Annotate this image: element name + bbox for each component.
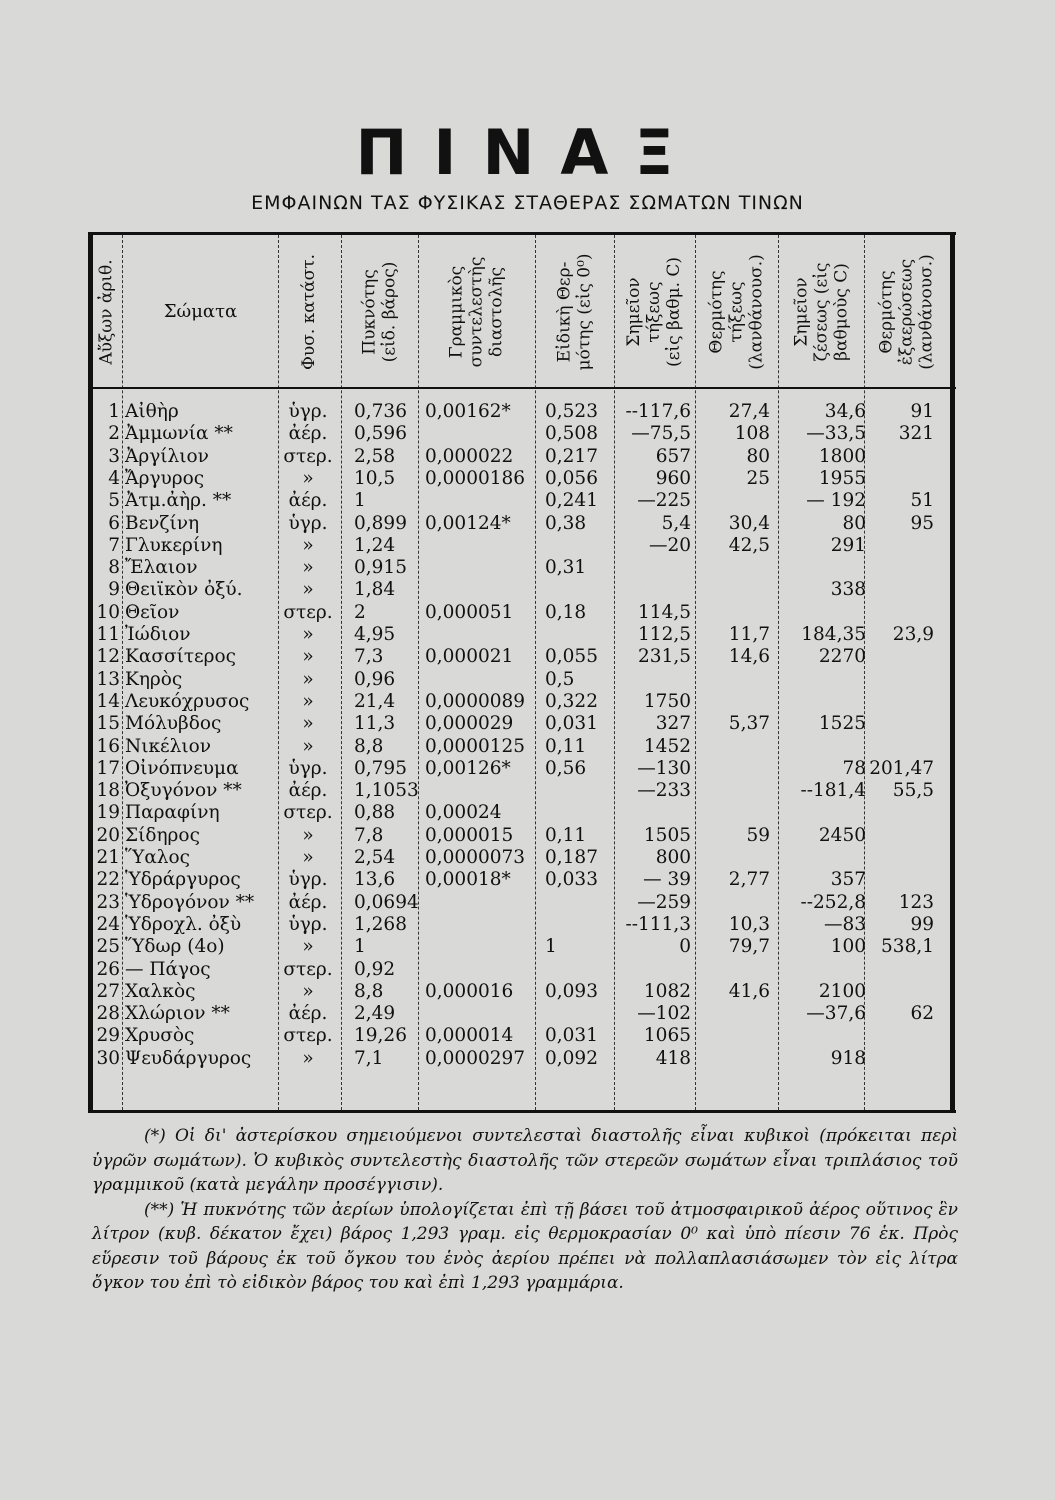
physical-state: »	[302, 467, 314, 489]
header-expansion: Γραμμικὸς συντελεστὴς διαστολῆς	[446, 256, 507, 368]
expansion-coefficient: 0,00124*	[425, 512, 511, 534]
melting-point-value: —75,5	[631, 423, 691, 445]
heat-of-melting-value: 59	[746, 824, 770, 846]
heat-of-melting-value: 11,7	[728, 624, 770, 645]
physical-state: ἀέρ.	[288, 490, 328, 512]
boiling-point-value: 291	[830, 534, 866, 556]
physical-state: στερ.	[283, 445, 333, 467]
table-row	[88, 513, 956, 535]
substance-name: Ἀμμωνία **	[125, 423, 233, 445]
expansion-coefficient: 0,000016	[425, 980, 514, 1002]
footnote-gas-density: (**) Ἡ πυκνότης τῶν ἀερίων ὑπολογίζεται ἐπὶ τῇ βάσει τοῦ ἀτμοσφαιρικοῦ ἀέρος οὕτινος ἓν λίτρον (κυβ. δέκατον ἔχει) βάρος 1,293 γραμ. εἰς θερμοκρασίαν 0⁰ καὶ ὑπὸ πίεσιν 76 ἑκ. Πρὸς εὕρεσιν τοῦ βάρους ἐκ τοῦ ὄγκου του ἑνὸς ἀερίου πρέπει νὰ πολλαπλασιάσωμεν τὸν εἰς λίτρα ὄγκον του ἐπὶ τὸ εἰδικὸν βάρος του καὶ ἐπὶ 1,293 γραμμάρια.	[92, 1199, 958, 1293]
physical-state: »	[302, 735, 314, 757]
table-row	[88, 602, 956, 624]
specific-heat-value: 0,092	[545, 1047, 598, 1069]
boiling-point-value: 2450	[818, 824, 866, 846]
substance-name: — Πάγος	[125, 958, 211, 980]
table-row	[88, 646, 956, 668]
physical-state: στερ.	[283, 802, 333, 824]
physical-state: ὑγρ.	[288, 869, 328, 891]
table-row	[88, 736, 956, 758]
physical-state: ἀέρ.	[288, 1003, 328, 1025]
row-number: 29	[96, 1025, 120, 1047]
row-number: 6	[108, 512, 120, 534]
physical-state: »	[302, 534, 314, 556]
table-row	[88, 624, 956, 646]
specific-heat-value: 0,056	[545, 467, 598, 489]
row-number: 1	[108, 401, 120, 422]
heat-of-vaporization-value: 95	[910, 512, 934, 534]
density-value: 8,8	[354, 735, 384, 757]
heat-of-melting-value: 10,3	[728, 913, 770, 935]
density-value: 0,899	[354, 512, 407, 534]
specific-heat-value: 0,217	[545, 445, 598, 467]
substance-name: Ἰώδιον	[125, 624, 191, 645]
row-number: 15	[96, 713, 120, 735]
substance-name: Θειϊκὸν ὀξύ.	[125, 579, 243, 601]
density-value: 1,84	[354, 579, 396, 601]
specific-heat-value: 0,055	[545, 646, 598, 668]
row-number: 13	[96, 668, 120, 690]
header-density: Πυκνότης (εἰδ. βάρος)	[359, 261, 400, 363]
table-row	[88, 535, 956, 557]
table-row	[88, 669, 956, 691]
density-value: 4,95	[354, 624, 396, 645]
melting-point-value: 114,5	[638, 601, 691, 623]
specific-heat-value: 0,18	[545, 601, 587, 623]
boiling-point-value: —33,5	[806, 423, 866, 445]
row-number: 5	[108, 490, 120, 512]
physical-state: στερ.	[283, 601, 333, 623]
density-value: 0,88	[354, 802, 396, 824]
density-value: 1	[354, 490, 366, 512]
table-row	[88, 1003, 956, 1025]
header-heat-melting: Θερμότης τήξεως (λανθάνουσ.)	[706, 254, 767, 370]
substance-name: Ὀξυγόνον **	[125, 780, 242, 802]
specific-heat-value: 0,031	[545, 713, 598, 735]
specific-heat-value: 0,11	[545, 824, 587, 846]
row-number: 17	[96, 757, 120, 779]
melting-point-value: --111,3	[625, 913, 691, 935]
boiling-point-value: 80	[842, 512, 866, 534]
table-row	[88, 401, 956, 423]
specific-heat-value: 0,508	[545, 423, 598, 445]
row-number: 21	[96, 847, 120, 868]
header-specific-heat: Εἰδικὴ Θερ- μότης (εἰς 0⁰)	[554, 253, 595, 371]
heat-of-melting-value: 27,4	[728, 401, 770, 422]
density-value: 0,915	[354, 557, 407, 579]
substance-name: Γλυκερίνη	[125, 534, 223, 556]
density-value: 0,0694	[354, 891, 419, 913]
heat-of-vaporization-value: 201,47	[869, 757, 934, 779]
density-value: 0,96	[354, 668, 396, 690]
row-number: 10	[96, 601, 120, 623]
boiling-point-value: 100	[830, 936, 866, 958]
boiling-point-value: 338	[830, 579, 866, 601]
physical-state: ἀέρ.	[288, 423, 328, 445]
boiling-point-value: 34,6	[824, 401, 866, 422]
specific-heat-value: 0,38	[545, 512, 587, 534]
heat-of-vaporization-value: 99	[910, 913, 934, 935]
heat-of-vaporization-value: 55,5	[892, 780, 934, 802]
melting-point-value: 657	[655, 445, 691, 467]
density-value: 0,92	[354, 958, 396, 980]
row-number: 8	[108, 557, 120, 579]
substance-name: Ὕδωρ (4ο)	[125, 936, 225, 958]
substance-name: Ψευδάργυρος	[125, 1047, 252, 1069]
substance-name: Ὑδράργυρος	[125, 869, 241, 891]
row-number: 14	[96, 690, 120, 712]
table-row	[88, 691, 956, 713]
table-row	[88, 1025, 956, 1047]
table-row	[88, 758, 956, 780]
heat-of-vaporization-value: 62	[910, 1003, 934, 1025]
substance-name: Ὑδρογόνον **	[125, 891, 255, 913]
row-number: 24	[96, 913, 120, 935]
physical-state: »	[302, 980, 314, 1002]
melting-point-value: —20	[648, 534, 691, 556]
heat-of-melting-value: 79,7	[728, 936, 770, 958]
expansion-coefficient: 0,0000125	[425, 735, 526, 757]
heat-of-melting-value: 14,6	[728, 646, 770, 668]
melting-point-value: 1750	[643, 690, 691, 712]
row-number: 20	[96, 824, 120, 846]
page-subtitle: ΕΜΦΑΙΝΩΝ ΤΑΣ ΦΥΣΙΚΑΣ ΣΤΑΘΕΡΑΣ ΣΩΜΑΤΩΝ ΤΙΝΩΝ	[251, 192, 804, 214]
page-title: ΠΙΝΑΞ	[355, 116, 700, 189]
row-number: 11	[96, 624, 120, 645]
substance-name: Βενζίνη	[125, 512, 200, 534]
row-number: 25	[96, 936, 120, 958]
boiling-point-value: 357	[830, 869, 866, 891]
physical-state: στερ.	[283, 958, 333, 980]
melting-point-value: — 39	[643, 869, 691, 891]
header-name: Σώματα	[163, 301, 238, 322]
density-value: 1,24	[354, 534, 396, 556]
specific-heat-value: 0,11	[545, 735, 587, 757]
row-number: 22	[96, 869, 120, 891]
physical-state: »	[302, 713, 314, 735]
table-row	[88, 802, 956, 824]
density-value: 2,54	[354, 847, 396, 868]
boiling-point-value: --181,4	[800, 780, 866, 802]
density-value: 21,4	[354, 690, 396, 712]
density-value: 1	[354, 936, 366, 958]
substance-name: Χαλκὸς	[125, 980, 196, 1002]
row-number: 18	[96, 780, 120, 802]
boiling-point-value: 1525	[818, 713, 866, 735]
substance-name: Νικέλιον	[125, 735, 211, 757]
table-row	[88, 579, 956, 601]
physical-state: ἀέρ.	[288, 780, 328, 802]
substance-name: Λευκόχρυσος	[125, 690, 250, 712]
footnote-cubic-expansion: (*) Οἱ δι' ἀστερίσκου σημειούμενοι συντελεσταὶ διαστολῆς εἶναι κυβικοὶ (πρόκειται περὶ ὑγρῶν σωμάτων). Ὁ κυβικὸς συντελεστὴς διαστολῆς τῶν στερεῶν σωμάτων εἶναι τριπλάσιος τοῦ γραμμικοῦ (κατὰ μεγάλην προσέγγισιν).	[92, 1126, 958, 1195]
melting-point-value: —233	[637, 780, 691, 802]
melting-point-value: 0	[679, 936, 691, 958]
row-number: 16	[96, 735, 120, 757]
substance-name: Ἄργυρος	[125, 467, 205, 489]
specific-heat-value: 0,31	[545, 557, 587, 579]
expansion-coefficient: 0,000029	[425, 713, 514, 735]
boiling-point-value: —37,6	[806, 1003, 866, 1025]
specific-heat-value: 0,187	[545, 847, 598, 868]
melting-point-value: 231,5	[638, 646, 691, 668]
physical-state: »	[302, 1047, 314, 1069]
table-row	[88, 1048, 956, 1070]
density-value: 11,3	[354, 713, 396, 735]
physical-state: ὑγρ.	[288, 757, 328, 779]
heat-of-vaporization-value: 123	[898, 891, 934, 913]
heat-of-vaporization-value: 23,9	[892, 624, 934, 645]
melting-point-value: 1505	[643, 824, 691, 846]
heat-of-melting-value: 30,4	[728, 512, 770, 534]
boiling-point-value: 184,35	[801, 624, 866, 645]
specific-heat-value: 0,033	[545, 869, 598, 891]
substance-name: Κασσίτερος	[125, 646, 237, 668]
boiling-point-value: — 192	[806, 490, 866, 512]
physical-state: »	[302, 690, 314, 712]
substance-name: Ἔλαιον	[125, 557, 198, 579]
specific-heat-value: 0,241	[545, 490, 598, 512]
specific-heat-value: 0,56	[545, 757, 587, 779]
substance-name: Οἰνόπνευμα	[125, 757, 239, 779]
substance-name: Σίδηρος	[125, 824, 200, 846]
substance-name: Παραφίνη	[125, 802, 220, 824]
table-row	[88, 981, 956, 1003]
boiling-point-value: 78	[842, 757, 866, 779]
table-row	[88, 490, 956, 512]
physical-state: »	[302, 624, 314, 645]
heat-of-melting-value: 80	[746, 445, 770, 467]
table-row	[88, 780, 956, 802]
table-row	[88, 892, 956, 914]
physical-state: »	[302, 668, 314, 690]
table-row	[88, 914, 956, 936]
melting-point-value: --117,6	[625, 401, 691, 422]
heat-of-vaporization-value: 321	[898, 423, 934, 445]
specific-heat-value: 0,322	[545, 690, 598, 712]
table-row	[88, 468, 956, 490]
melting-point-value: 5,4	[661, 512, 691, 534]
heat-of-vaporization-value: 51	[910, 490, 934, 512]
density-value: 0,736	[354, 401, 407, 422]
expansion-coefficient: 0,0000297	[425, 1047, 526, 1069]
specific-heat-value: 0,093	[545, 980, 598, 1002]
boiling-point-value: 2100	[818, 980, 866, 1002]
substance-name: Αἰθὴρ	[125, 401, 179, 422]
table-row	[88, 446, 956, 468]
header-heat-vaporization: Θερμότης ἐξαερώσεως (λανθάνουσ.)	[877, 254, 938, 370]
row-number: 12	[96, 646, 120, 668]
footnotes	[92, 1124, 958, 1296]
expansion-coefficient: 0,0000186	[425, 467, 526, 489]
density-value: 1,268	[354, 913, 407, 935]
row-number: 9	[108, 579, 120, 601]
melting-point-value: 1082	[643, 980, 691, 1002]
boiling-point-value: --252,8	[800, 891, 866, 913]
table-row	[88, 869, 956, 891]
row-number: 3	[108, 445, 120, 467]
density-value: 0,596	[354, 423, 407, 445]
melting-point-value: —259	[637, 891, 691, 913]
row-number: 4	[108, 467, 120, 489]
density-value: 19,26	[354, 1025, 407, 1047]
heat-of-melting-value: 108	[734, 423, 770, 445]
substance-name: Θεῖον	[125, 601, 180, 623]
specific-heat-value: 0,031	[545, 1025, 598, 1047]
boiling-point-value: 1955	[818, 467, 866, 489]
expansion-coefficient: 0,000051	[425, 601, 514, 623]
expansion-coefficient: 0,000015	[425, 824, 514, 846]
expansion-coefficient: 0,000022	[425, 445, 514, 467]
substance-name: Χρυσὸς	[125, 1025, 195, 1047]
boiling-point-value: 2270	[818, 646, 866, 668]
substance-name: Ὑδροχλ. ὀξὺ	[125, 913, 242, 935]
specific-heat-value: 0,523	[545, 401, 598, 422]
substance-name: Ἀργίλιον	[125, 445, 209, 467]
table-row	[88, 713, 956, 735]
expansion-coefficient: 0,0000073	[425, 847, 526, 868]
physical-state: ἀέρ.	[288, 891, 328, 913]
density-value: 10,5	[354, 467, 396, 489]
physical-state: »	[302, 646, 314, 668]
header-boiling-point: Σημεῖον ζέσεως (εἰς βαθμοὺς C)	[791, 262, 852, 362]
physical-state: »	[302, 557, 314, 579]
row-number: 7	[108, 534, 120, 556]
melting-point-value: 1065	[643, 1025, 691, 1047]
expansion-coefficient: 0,00162*	[425, 401, 511, 422]
density-value: 8,8	[354, 980, 384, 1002]
density-value: 7,8	[354, 824, 384, 846]
table-row	[88, 936, 956, 958]
density-value: 2,58	[354, 445, 396, 467]
melting-point-value: —130	[637, 757, 691, 779]
density-value: 0,795	[354, 757, 407, 779]
table-row	[88, 959, 956, 981]
melting-point-value: —225	[637, 490, 691, 512]
row-number: 26	[96, 958, 120, 980]
expansion-coefficient: 0,00018*	[425, 869, 511, 891]
melting-point-value: 112,5	[638, 624, 691, 645]
physical-state: ὑγρ.	[288, 401, 328, 422]
heat-of-melting-value: 5,37	[728, 713, 770, 735]
density-value: 2,49	[354, 1003, 396, 1025]
table-row	[88, 557, 956, 579]
header-num: Αὔξων ἀριθ.	[97, 259, 118, 365]
substance-name: Ἀτμ.ἀὴρ. **	[125, 490, 232, 512]
table-row	[88, 423, 956, 445]
expansion-coefficient: 0,00024	[425, 802, 502, 824]
melting-point-value: 327	[655, 713, 691, 735]
boiling-point-value: —83	[823, 913, 866, 935]
melting-point-value: 418	[655, 1047, 691, 1069]
specific-heat-value: 0,5	[545, 668, 575, 690]
melting-point-value: —102	[637, 1003, 691, 1025]
expansion-coefficient: 0,0000089	[425, 690, 526, 712]
expansion-coefficient: 0,000021	[425, 646, 514, 668]
heat-of-vaporization-value: 538,1	[881, 936, 934, 958]
table-row	[88, 825, 956, 847]
expansion-coefficient: 0,00126*	[425, 757, 511, 779]
density-value: 13,6	[354, 869, 396, 891]
row-number: 19	[96, 802, 120, 824]
melting-point-value: 800	[655, 847, 691, 868]
header-state: Φυσ. κατάστ.	[299, 253, 320, 371]
melting-point-value: 960	[655, 467, 691, 489]
physical-state: στερ.	[283, 1025, 333, 1047]
substance-name: Μόλυβδος	[125, 713, 222, 735]
substance-name: Κηρὸς	[125, 668, 183, 690]
substance-name: Χλώριον **	[125, 1003, 230, 1025]
specific-heat-value: 1	[545, 936, 557, 958]
row-number: 28	[96, 1003, 120, 1025]
boiling-point-value: 1800	[818, 445, 866, 467]
substance-name: Ὕαλος	[125, 847, 191, 868]
header-melting-point: Σημεῖον τήξεως (εἰς βαθμ. C)	[624, 256, 685, 368]
heat-of-melting-value: 2,77	[728, 869, 770, 891]
physical-state: ὑγρ.	[288, 913, 328, 935]
heat-of-melting-value: 41,6	[728, 980, 770, 1002]
expansion-coefficient: 0,000014	[425, 1025, 514, 1047]
density-value: 1,1053	[354, 780, 419, 802]
heat-of-vaporization-value: 91	[910, 401, 934, 422]
physical-state: ὑγρ.	[288, 512, 328, 534]
heat-of-melting-value: 25	[746, 467, 770, 489]
density-value: 7,1	[354, 1047, 384, 1069]
physical-state: »	[302, 936, 314, 958]
physical-state: »	[302, 824, 314, 846]
heat-of-melting-value: 42,5	[728, 534, 770, 556]
constants-table	[88, 232, 956, 1113]
boiling-point-value: 918	[830, 1047, 866, 1069]
physical-state: »	[302, 579, 314, 601]
row-number: 27	[96, 980, 120, 1002]
header-rule	[88, 387, 956, 389]
row-number: 2	[108, 423, 120, 445]
melting-point-value: 1452	[643, 735, 691, 757]
physical-state: »	[302, 847, 314, 868]
row-number: 23	[96, 891, 120, 913]
table-row	[88, 847, 956, 869]
density-value: 7,3	[354, 646, 384, 668]
density-value: 2	[354, 601, 366, 623]
row-number: 30	[96, 1047, 120, 1069]
